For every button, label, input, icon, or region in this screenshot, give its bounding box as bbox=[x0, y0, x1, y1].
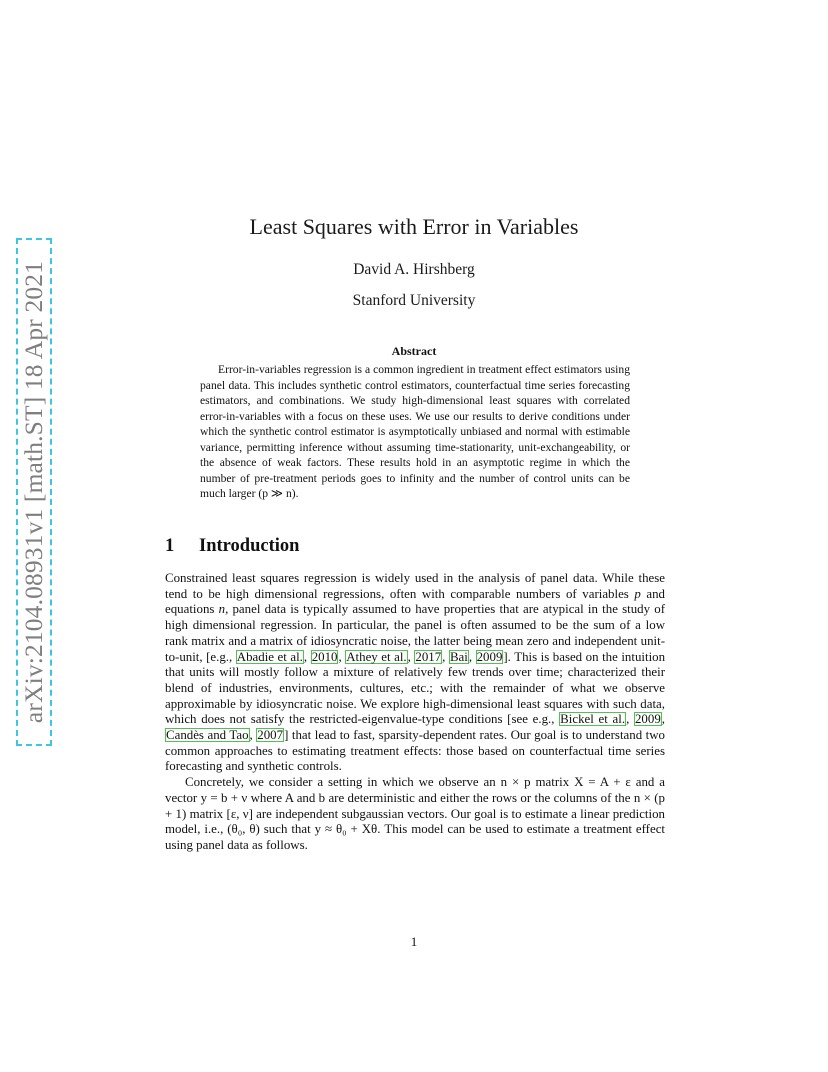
text-run: , bbox=[468, 649, 476, 664]
math-var: p bbox=[634, 586, 641, 601]
text-run: , bbox=[626, 712, 634, 727]
text-run: , bbox=[661, 712, 665, 727]
section-heading bbox=[165, 536, 665, 557]
paper-title: Least Squares with Error in Variables bbox=[249, 214, 579, 239]
paragraph-2: Concretely, we consider a setting in which we observe an n × p matrix X = A + ε and a vector y = b + ν where A and b are deterministic and either the rows or the columns of the n × (p + 1) matrix [ε, ν] are independent subgaussian vectors. Our goal is to estimate a linear prediction model, i.e., (θ₀, θ) such that y ≈ θ₀ + Xθ. This model can be used to estimate a treatment effect using panel data as follows. bbox=[165, 775, 665, 852]
citation-link-bickel[interactable]: Bickel et al. bbox=[560, 712, 626, 727]
author-name: David A. Hirshberg bbox=[353, 261, 475, 278]
arxiv-stamp bbox=[16, 238, 52, 746]
text-run: , bbox=[338, 649, 346, 664]
text-run: , bbox=[407, 649, 415, 664]
text-run: , panel data is typically assumed to have properties that are atypical in the study of high dimensional regression. In particular, the panel is often assumed to be the sum of a low rank matrix and a matrix of idiosyncratic noise, the latter being mean zero and independent unit-to-unit, [e.g., bbox=[165, 602, 665, 664]
arxiv-id-label: arXiv:2104.08931v1 [math.ST] 18 Apr 2021 bbox=[19, 260, 48, 724]
citation-link-athey-year[interactable]: 2017 bbox=[415, 649, 442, 664]
page-number: 1 bbox=[410, 934, 418, 949]
section-number: 1 bbox=[165, 536, 175, 556]
text-run: Constrained least squares regression is widely used in the analysis of panel data. While these tend to be high dimensional regressions, often with comparable numbers of variables bbox=[165, 571, 665, 601]
text-run: and equations bbox=[165, 586, 665, 617]
text-run: , bbox=[442, 649, 449, 664]
text-run: , bbox=[249, 728, 257, 743]
section-title: Introduction bbox=[199, 536, 300, 556]
body-text bbox=[165, 571, 665, 854]
paragraph-1 bbox=[165, 571, 665, 775]
citation-link-bai[interactable]: Bai bbox=[449, 649, 468, 664]
math-var: n bbox=[218, 602, 226, 617]
citation-link-bai-year[interactable]: 2009 bbox=[476, 649, 503, 664]
citation-link-candes-year[interactable]: 2007 bbox=[257, 728, 284, 743]
abstract-heading: Abstract bbox=[391, 344, 437, 358]
citation-link-athey[interactable]: Athey et al. bbox=[346, 649, 407, 664]
text-run: ] that lead to fast, sparsity-dependent rates. Our goal is to understand two common approaches to estimating treatment effects: those based on counterfactual time series forecasting and synthetic controls. bbox=[165, 728, 665, 774]
citation-link-abadie-year[interactable]: 2010 bbox=[311, 649, 338, 664]
text-run: , bbox=[303, 649, 311, 664]
citation-link-abadie[interactable]: Abadie et al. bbox=[236, 649, 303, 664]
author-affiliation: Stanford University bbox=[352, 292, 476, 309]
abstract-text: Error-in-variables regression is a common ingredient in treatment effect estimators using panel data. This includes synthetic control estimators, counterfactual time series forecasting estimators, and combinations. We study high-dimensional least squares with correlated error-in-variables with a focus on these uses. We use our results to derive conditions under which the synthetic control estimator is asymptotically unbiased and normal with estimable variance, permitting inference without assuming time-stationarity, unit-exchangeability, or the absence of weak factors. These results hold in an asymptotic regime in which the number of pre-treatment periods goes to infinity and the number of control units can be much larger (p ≫ n). bbox=[200, 363, 630, 500]
citation-link-candes[interactable]: Candès and Tao bbox=[166, 728, 249, 743]
citation-link-bickel-year[interactable]: 2009 bbox=[634, 712, 661, 727]
text-run: ]. This is based on the intuition that units will mostly follow a mixture of relatively few trends over time; characterized their blend of industries, environments, cultures, etc.; with the remainder of what we observe approximable by idiosyncratic noise. We explore high-dimensional least squares with such data, which does not satisfy the restricted-eigenvalue-type conditions [see e.g., bbox=[165, 649, 666, 727]
